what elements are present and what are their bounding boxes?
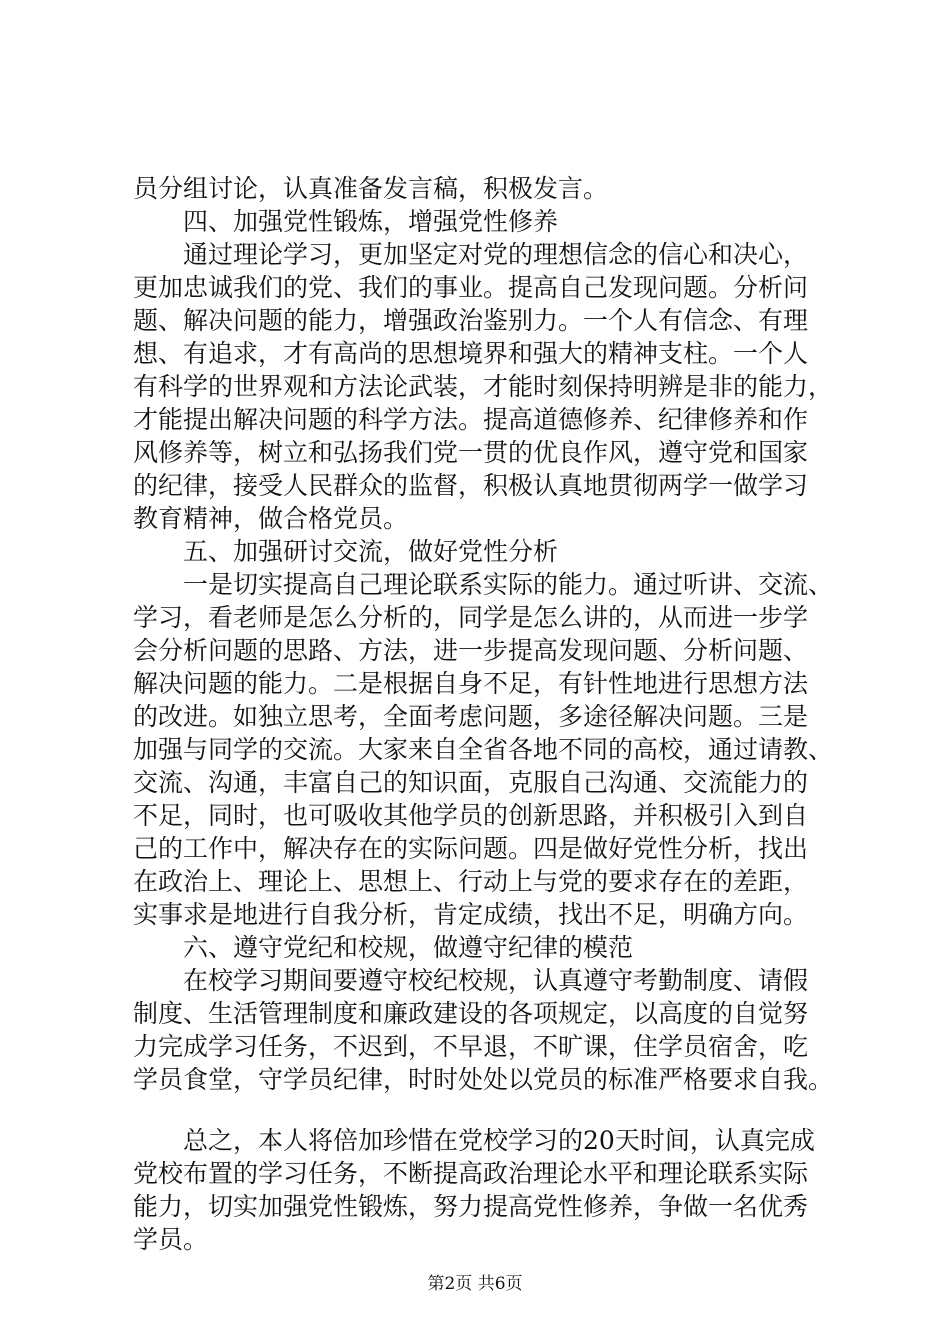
paragraph-line: 一是切实提高自己理论联系实际的能力。通过听讲、交流、 bbox=[183, 570, 834, 599]
document-body bbox=[133, 172, 849, 1256]
paragraph-line: 制度、生活管理制度和廉政建设的各项规定，以高度的自觉努 bbox=[133, 999, 809, 1028]
conclusion-line: 党校布置的学习任务，不断提高政治理论水平和理论联系实际 bbox=[133, 1159, 809, 1188]
paragraph-line: 想、有追求，才有高尚的思想境界和强大的精神支柱。一个人 bbox=[133, 339, 809, 368]
paragraph-line: 力完成学习任务，不迟到，不早退，不旷课，住学员宿舍，吃 bbox=[133, 1032, 809, 1061]
page-number-footer: 第2页 共6页 bbox=[427, 1274, 523, 1294]
paragraph-line: 更加忠诚我们的党、我们的事业。提高自己发现问题。分析问 bbox=[133, 273, 809, 302]
section-heading-5: 五、加强研讨交流，做好党性分析 bbox=[183, 537, 559, 566]
paragraph-line: 学员食堂，守学员纪律，时时处处以党员的标准严格要求自我。 bbox=[133, 1065, 834, 1094]
conclusion-line: 学员。 bbox=[133, 1225, 209, 1254]
paragraph-line: 己的工作中，解决存在的实际问题。四是做好党性分析，找出 bbox=[133, 834, 809, 863]
paragraph-line: 学习，看老师是怎么分析的，同学是怎么讲的，从而进一步学 bbox=[133, 603, 809, 632]
paragraph-line: 不足，同时，也可吸收其他学员的创新思路，并积极引入到自 bbox=[133, 801, 809, 830]
paragraph-line: 实事求是地进行自我分析，肯定成绩，找出不足，明确方向。 bbox=[133, 900, 809, 929]
section-heading-6: 六、遵守党纪和校规，做遵守纪律的模范 bbox=[183, 933, 634, 962]
paragraph-line: 解决问题的能力。二是根据自身不足，有针性地进行思想方法 bbox=[133, 669, 809, 698]
paragraph-line: 教育精神，做合格党员。 bbox=[133, 504, 409, 533]
paragraph-line: 通过理论学习，更加坚定对党的理想信念的信心和决心， bbox=[183, 240, 809, 269]
paragraph-line: 交流、沟通，丰富自己的知识面，克服自己沟通、交流能力的 bbox=[133, 768, 809, 797]
paragraph-line: 题、解决问题的能力，增强政治鉴别力。一个人有信念、有理 bbox=[133, 306, 809, 335]
paragraph-line: 风修养等，树立和弘扬我们党一贯的优良作风，遵守党和国家 bbox=[133, 438, 809, 467]
paragraph-gap bbox=[133, 1096, 849, 1124]
paragraph-line: 有科学的世界观和方法论武装，才能时刻保持明辨是非的能力， bbox=[133, 372, 834, 401]
paragraph-line: 的纪律，接受人民群众的监督，积极认真地贯彻两学一做学习 bbox=[133, 471, 809, 500]
paragraph-line: 员分组讨论，认真准备发言稿，积极发言。 bbox=[133, 174, 609, 203]
paragraph-line: 在校学习期间要遵守校纪校规，认真遵守考勤制度、请假 bbox=[183, 966, 809, 995]
paragraph-line: 在政治上、理论上、思想上、行动上与党的要求存在的差距， bbox=[133, 867, 809, 896]
conclusion-line: 能力，切实加强党性锻炼，努力提高党性修养，争做一名优秀 bbox=[133, 1192, 809, 1221]
paragraph-line: 加强与同学的交流。大家来自全省各地不同的高校，通过请教、 bbox=[133, 735, 834, 764]
paragraph-line: 会分析问题的思路、方法，进一步提高发现问题、分析问题、 bbox=[133, 636, 809, 665]
paragraph-line: 的改进。如独立思考，全面考虑问题，多途径解决问题。三是 bbox=[133, 702, 809, 731]
paragraph-line: 才能提出解决问题的科学方法。提高道德修养、纪律修养和作 bbox=[133, 405, 809, 434]
section-heading-4: 四、加强党性锻炼，增强党性修养 bbox=[183, 207, 559, 236]
conclusion-line: 总之，本人将倍加珍惜在党校学习的20天时间，认真完成 bbox=[183, 1126, 815, 1155]
